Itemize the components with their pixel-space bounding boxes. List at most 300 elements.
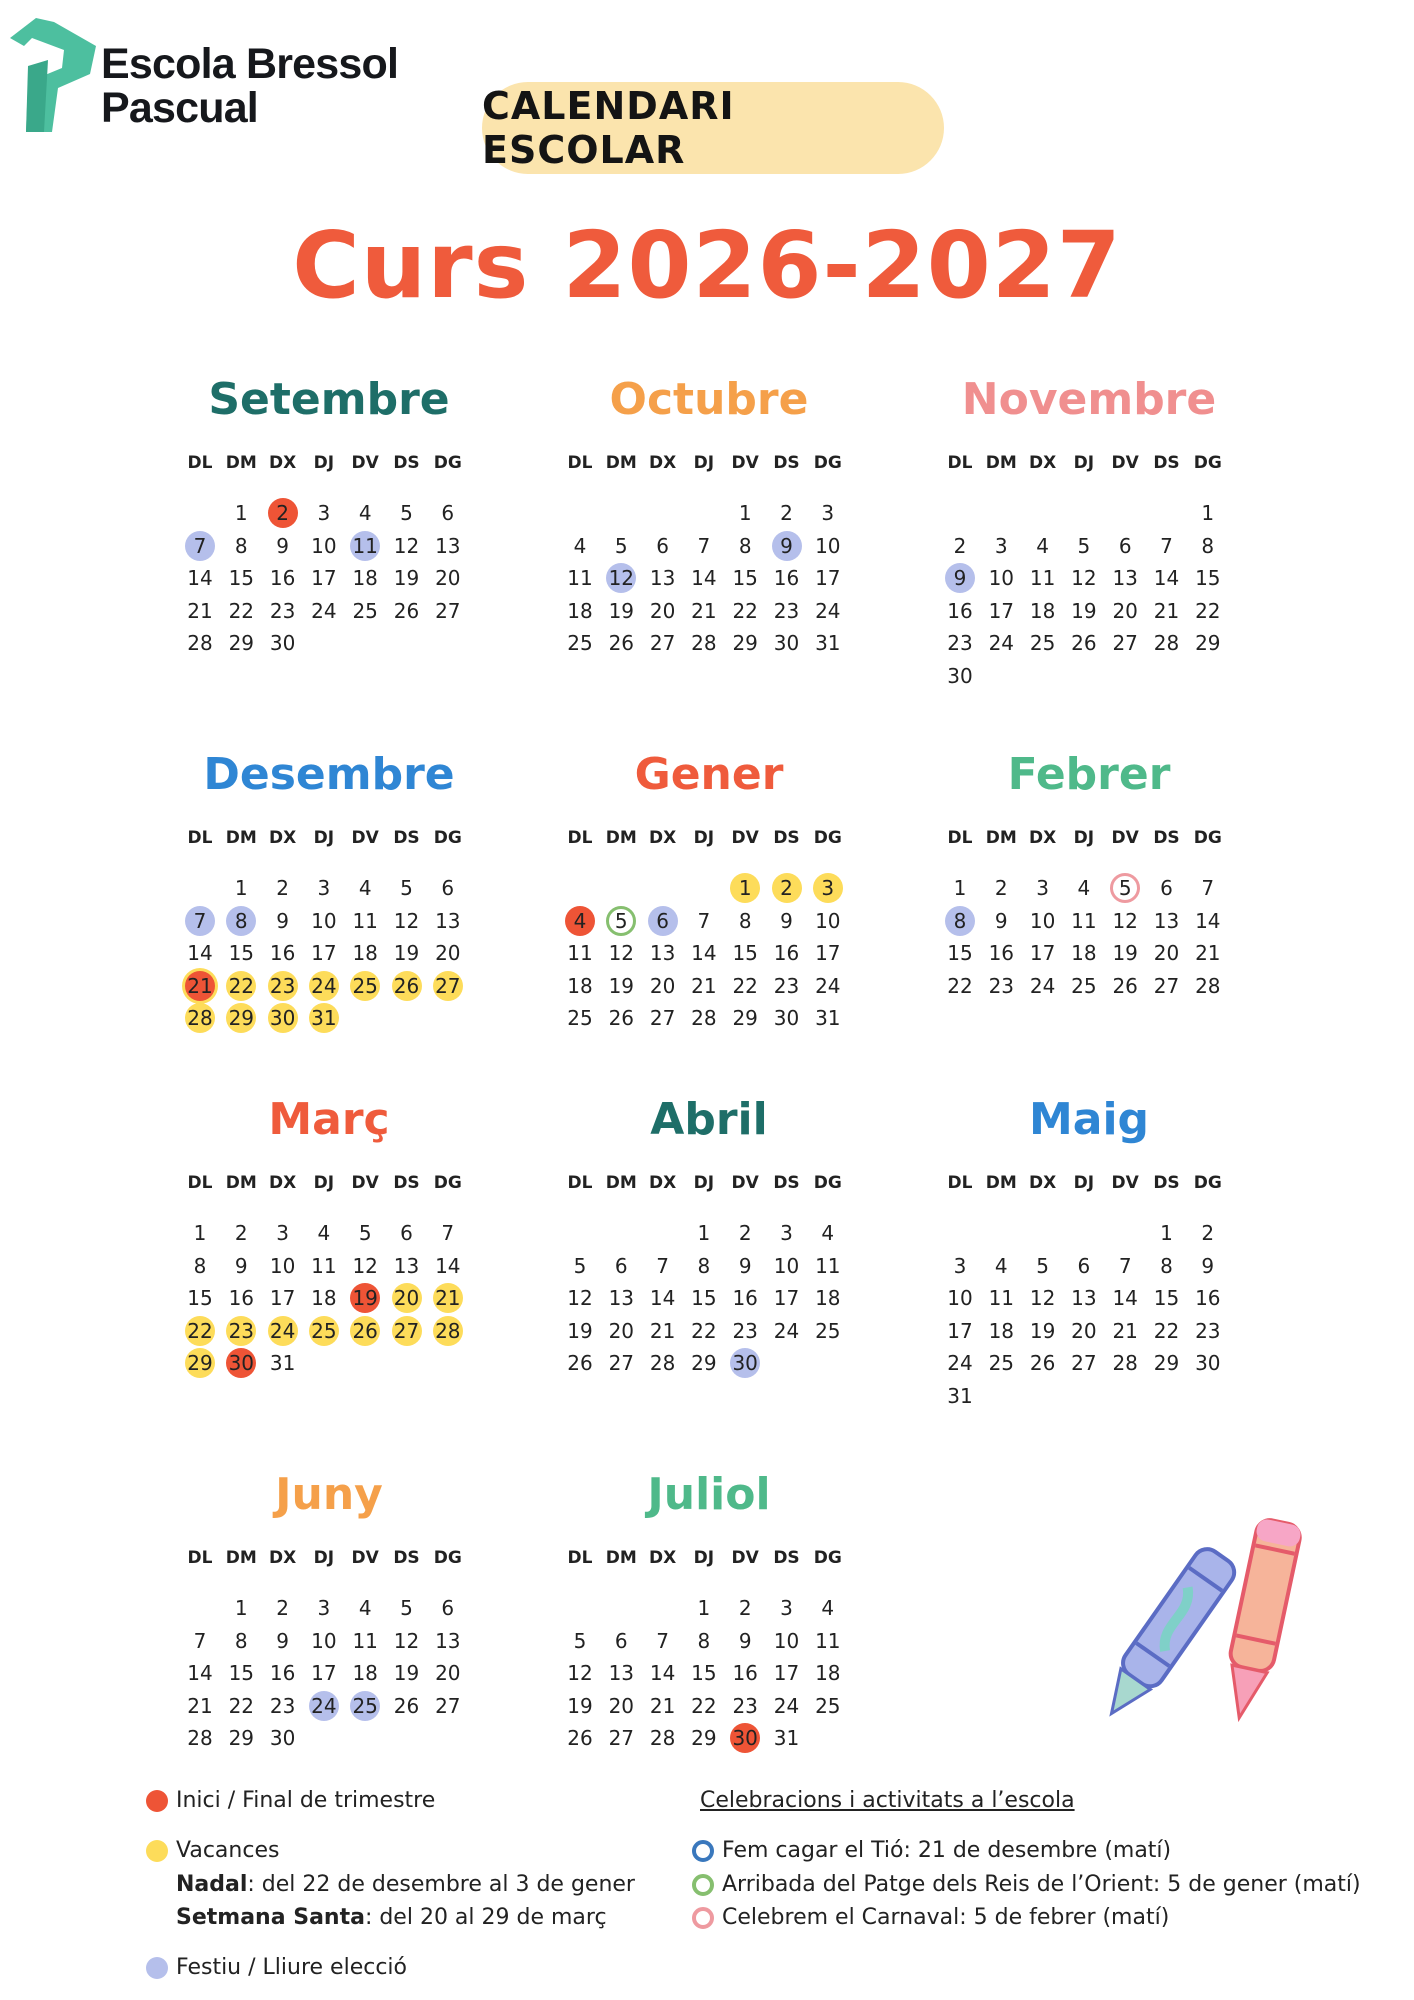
day-number: 26 — [567, 1726, 593, 1750]
day-number: 5 — [400, 876, 413, 900]
day-number: 22 — [732, 598, 758, 623]
day-number: 29 — [187, 1351, 213, 1375]
weekday-header: DV — [351, 828, 379, 848]
day-number: 6 — [1077, 1253, 1091, 1278]
day-number: 1 — [697, 1596, 711, 1620]
day-number: 30 — [732, 1726, 758, 1750]
day-number: 31 — [311, 1006, 337, 1030]
legend-festiu-label: Festiu / Lliure elecció — [176, 1955, 407, 1980]
day-number: 20 — [1112, 598, 1138, 623]
day-number: 12 — [393, 1628, 420, 1653]
day-number: 19 — [567, 1693, 593, 1718]
day-number: 22 — [228, 1693, 255, 1718]
day-number: 11 — [352, 908, 378, 933]
weekday-header: DG — [433, 1173, 462, 1193]
brand-name-line1: Escola Bressol — [101, 40, 399, 88]
day-number: 7 — [656, 1253, 669, 1278]
day-number: 20 — [1153, 941, 1180, 965]
day-number: 7 — [1160, 533, 1173, 558]
day-number: 18 — [815, 1286, 841, 1310]
day-number: 30 — [732, 1351, 758, 1375]
weekday-header: DV — [731, 1548, 759, 1568]
day-number: 23 — [773, 973, 800, 998]
weekday-header: DG — [433, 453, 462, 473]
day-number: 24 — [311, 1693, 337, 1718]
day-number: 4 — [994, 1253, 1008, 1278]
day-number: 8 — [234, 908, 248, 933]
day-number: 2 — [738, 1221, 752, 1245]
day-number: 15 — [691, 1661, 717, 1685]
day-number: 25 — [815, 1693, 841, 1718]
day-number: 19 — [393, 566, 420, 590]
day-number: 21 — [649, 1693, 676, 1718]
day-number: 7 — [193, 533, 207, 558]
day-number: 26 — [608, 1006, 635, 1030]
day-number: 6 — [400, 1221, 413, 1245]
day-number: 18 — [1029, 598, 1056, 623]
day-number: 12 — [567, 1661, 593, 1685]
day-number: 27 — [435, 1693, 461, 1718]
day-number: 13 — [608, 1286, 635, 1310]
weekday-header: DS — [773, 453, 800, 473]
day-number: 30 — [947, 663, 973, 688]
day-number: 12 — [608, 941, 635, 965]
day-number: 12 — [393, 533, 420, 558]
day-number: 28 — [187, 1726, 213, 1750]
weekday-header: DG — [433, 1548, 462, 1568]
day-number: 31 — [815, 1006, 841, 1030]
day-number: 9 — [780, 533, 793, 558]
day-number: 11 — [988, 1286, 1015, 1310]
day-number: 10 — [311, 533, 337, 558]
day-number: 15 — [228, 1661, 255, 1685]
day-number: 16 — [732, 1286, 758, 1310]
legend-festiu — [146, 1955, 407, 1980]
weekday-header: DJ — [693, 453, 715, 473]
day-number: 24 — [988, 631, 1015, 655]
pink-ring-icon — [692, 1907, 714, 1929]
weekday-header: DM — [985, 828, 1017, 848]
day-number: 10 — [988, 566, 1015, 590]
weekday-header: DL — [947, 828, 973, 848]
weekday-header: DS — [773, 828, 800, 848]
weekday-header: DJ — [1073, 1173, 1095, 1193]
day-number: 1 — [953, 876, 967, 900]
day-number: 8 — [738, 533, 752, 558]
day-number: 24 — [773, 1318, 800, 1343]
lavender-dot-icon — [146, 1957, 168, 1979]
day-number: 3 — [317, 876, 331, 900]
day-number: 17 — [1029, 941, 1056, 965]
blue-ring-icon — [692, 1840, 714, 1862]
day-number: 24 — [311, 598, 337, 623]
weekday-header: DX — [268, 828, 297, 848]
day-number: 23 — [988, 973, 1015, 998]
day-number: 3 — [953, 1253, 967, 1278]
month-name: Juny — [275, 1469, 383, 1520]
day-number: 10 — [1029, 908, 1056, 933]
day-number: 6 — [614, 1253, 628, 1278]
day-number: 18 — [815, 1661, 841, 1685]
day-number: 22 — [228, 973, 255, 998]
day-number: 28 — [435, 1318, 461, 1343]
day-number: 13 — [608, 1661, 635, 1685]
setmana-santa-label: Setmana Santa — [176, 1905, 365, 1930]
day-number: 11 — [1029, 566, 1056, 590]
day-number: 28 — [187, 631, 213, 655]
day-number: 4 — [358, 876, 372, 900]
weekday-header: DS — [393, 1173, 420, 1193]
weekday-header: DJ — [1073, 828, 1095, 848]
day-number: 24 — [947, 1351, 973, 1375]
day-number: 20 — [435, 941, 461, 965]
weekday-header: DS — [393, 1548, 420, 1568]
day-number: 2 — [1201, 1221, 1215, 1245]
weekday-header: DG — [813, 828, 842, 848]
day-number: 15 — [228, 941, 255, 965]
day-number: 29 — [1195, 631, 1221, 655]
day-number: 19 — [1071, 598, 1097, 623]
day-number: 21 — [187, 598, 213, 623]
day-number: 6 — [656, 533, 669, 558]
weekday-header: DG — [433, 828, 462, 848]
weekday-header: DL — [567, 1173, 593, 1193]
day-number: 12 — [608, 566, 635, 590]
day-number: 15 — [732, 941, 758, 965]
day-number: 28 — [649, 1726, 676, 1750]
month-name: Abril — [650, 1094, 768, 1145]
day-number: 4 — [1077, 876, 1091, 900]
weekday-header: DL — [187, 1173, 213, 1193]
day-number: 26 — [1071, 631, 1097, 655]
nadal-text: : del 22 de desembre al 3 de gener — [247, 1872, 635, 1897]
day-number: 14 — [187, 941, 213, 965]
day-number: 5 — [614, 533, 628, 558]
day-number: 29 — [228, 1006, 255, 1030]
day-number: 19 — [352, 1286, 378, 1310]
day-number: 6 — [1118, 533, 1132, 558]
day-number: 9 — [994, 908, 1008, 933]
day-number: 10 — [815, 533, 841, 558]
weekday-header: DV — [1111, 828, 1139, 848]
day-number: 8 — [193, 1253, 207, 1278]
weekday-header: DJ — [1073, 453, 1095, 473]
day-number: 3 — [821, 876, 835, 900]
day-number: 2 — [780, 876, 793, 900]
day-number: 9 — [1201, 1253, 1215, 1278]
day-number: 1 — [193, 1221, 207, 1245]
day-number: 8 — [697, 1628, 711, 1653]
day-number: 29 — [691, 1351, 717, 1375]
day-number: 10 — [815, 908, 841, 933]
day-number: 22 — [1153, 1318, 1180, 1343]
day-number: 27 — [435, 598, 461, 623]
day-number: 26 — [608, 631, 635, 655]
weekday-header: DS — [1153, 1173, 1180, 1193]
day-number: 14 — [187, 1661, 213, 1685]
day-number: 25 — [311, 1318, 337, 1343]
weekday-header: DG — [813, 1548, 842, 1568]
day-number: 16 — [269, 566, 296, 590]
weekday-header: DL — [947, 453, 973, 473]
month-name: Juliol — [647, 1469, 771, 1520]
day-number: 30 — [228, 1351, 255, 1375]
month-name: Setembre — [208, 374, 450, 425]
month-name: Novembre — [961, 374, 1217, 425]
day-number: 21 — [1112, 1318, 1138, 1343]
weekday-header: DS — [1153, 453, 1180, 473]
day-number: 3 — [317, 501, 331, 525]
weekday-header: DX — [648, 1173, 677, 1193]
day-number: 1 — [738, 501, 752, 525]
day-number: 25 — [567, 1006, 593, 1030]
day-number: 15 — [947, 941, 973, 965]
day-number: 17 — [311, 1661, 337, 1685]
weekday-header: DJ — [313, 828, 335, 848]
day-number: 13 — [649, 566, 676, 590]
day-number: 12 — [1029, 1286, 1056, 1310]
weekday-header: DX — [268, 1548, 297, 1568]
day-number: 21 — [691, 598, 717, 623]
day-number: 20 — [608, 1318, 635, 1343]
day-number: 16 — [773, 566, 800, 590]
weekday-header: DX — [1028, 1173, 1057, 1193]
day-number: 26 — [393, 1693, 420, 1718]
day-number: 1 — [1160, 1221, 1173, 1245]
weekday-header: DJ — [313, 1548, 335, 1568]
nadal-label: Nadal — [176, 1872, 248, 1897]
day-number: 23 — [732, 1318, 758, 1343]
weekday-header: DS — [773, 1173, 800, 1193]
weekday-header: DL — [567, 453, 593, 473]
weekday-header: DS — [393, 453, 420, 473]
day-number: 3 — [780, 1596, 793, 1620]
day-number: 4 — [573, 533, 587, 558]
day-number: 18 — [1071, 941, 1097, 965]
day-number: 5 — [400, 501, 413, 525]
month-name: Octubre — [609, 374, 809, 425]
day-number: 30 — [773, 1006, 800, 1030]
day-number: 24 — [311, 973, 337, 998]
day-number: 26 — [352, 1318, 378, 1343]
day-number: 19 — [1112, 941, 1138, 965]
day-number: 19 — [608, 598, 635, 623]
day-number: 27 — [393, 1318, 420, 1343]
day-number: 25 — [1029, 631, 1056, 655]
day-number: 29 — [1153, 1351, 1180, 1375]
weekday-header: DG — [1193, 453, 1222, 473]
day-number: 5 — [614, 908, 628, 933]
day-number: 1 — [738, 876, 752, 900]
day-number: 30 — [269, 1726, 296, 1750]
day-number: 27 — [1112, 631, 1138, 655]
day-number: 8 — [234, 1628, 248, 1653]
day-number: 20 — [608, 1693, 635, 1718]
day-number: 3 — [1036, 876, 1049, 900]
day-number: 19 — [567, 1318, 593, 1343]
legend-setmana-santa — [176, 1905, 607, 1930]
day-number: 20 — [435, 566, 461, 590]
weekday-header: DJ — [313, 453, 335, 473]
weekday-header: DX — [648, 453, 677, 473]
weekday-header: DM — [605, 453, 637, 473]
day-number: 2 — [738, 1596, 752, 1620]
day-number: 22 — [947, 973, 973, 998]
day-number: 17 — [311, 941, 337, 965]
day-number: 1 — [234, 501, 248, 525]
day-number: 17 — [988, 598, 1015, 623]
day-number: 4 — [573, 908, 587, 933]
day-number: 16 — [732, 1661, 758, 1685]
day-number: 1 — [234, 1596, 248, 1620]
day-number: 3 — [821, 501, 835, 525]
weekday-header: DG — [813, 1173, 842, 1193]
weekday-header: DV — [351, 1173, 379, 1193]
day-number: 7 — [193, 908, 207, 933]
day-number: 11 — [567, 566, 593, 590]
day-number: 6 — [614, 1628, 628, 1653]
day-number: 15 — [1153, 1286, 1180, 1310]
day-number: 7 — [193, 1628, 207, 1653]
day-number: 10 — [947, 1286, 973, 1310]
day-number: 13 — [649, 941, 676, 965]
day-number: 4 — [358, 1596, 372, 1620]
weekday-header: DX — [648, 828, 677, 848]
day-number: 25 — [815, 1318, 841, 1343]
day-number: 26 — [393, 973, 420, 998]
day-number: 11 — [352, 533, 378, 558]
day-number: 20 — [649, 973, 676, 998]
legend-nadal — [176, 1872, 635, 1897]
day-number: 26 — [567, 1351, 593, 1375]
day-number: 19 — [608, 973, 635, 998]
day-number: 23 — [269, 1693, 296, 1718]
day-number: 18 — [988, 1318, 1015, 1343]
day-number: 2 — [994, 876, 1008, 900]
day-number: 23 — [228, 1318, 255, 1343]
day-number: 22 — [691, 1318, 717, 1343]
day-number: 7 — [1118, 1253, 1132, 1278]
legend-patge-label: Arribada del Patge dels Reis de l’Orient: 5 de gener (matí) — [722, 1872, 1361, 1897]
weekday-header: DL — [187, 828, 213, 848]
weekday-header: DM — [985, 1173, 1017, 1193]
day-number: 23 — [269, 973, 296, 998]
weekday-header: DV — [731, 828, 759, 848]
green-ring-icon — [692, 1874, 714, 1896]
day-number: 25 — [988, 1351, 1015, 1375]
day-number: 25 — [352, 973, 378, 998]
day-number: 13 — [435, 908, 461, 933]
day-number: 16 — [947, 598, 973, 623]
day-number: 12 — [1112, 908, 1138, 933]
day-number: 4 — [821, 1221, 835, 1245]
day-number: 6 — [441, 1596, 455, 1620]
day-number: 6 — [1160, 876, 1173, 900]
day-number: 8 — [697, 1253, 711, 1278]
day-number: 11 — [352, 1628, 378, 1653]
weekday-header: DL — [187, 453, 213, 473]
day-number: 12 — [393, 908, 420, 933]
weekday-header: DL — [947, 1173, 973, 1193]
day-number: 18 — [311, 1286, 337, 1310]
day-number: 14 — [1195, 908, 1221, 933]
day-number: 28 — [691, 1006, 717, 1030]
day-number: 7 — [1201, 876, 1215, 900]
day-number: 14 — [691, 941, 717, 965]
weekday-header: DG — [1193, 1173, 1222, 1193]
weekday-header: DV — [351, 453, 379, 473]
day-number: 29 — [228, 1726, 255, 1750]
day-number: 17 — [815, 566, 841, 590]
day-number: 28 — [691, 631, 717, 655]
weekday-header: DM — [225, 1548, 257, 1568]
month-name: Febrer — [1007, 749, 1171, 800]
day-number: 17 — [947, 1318, 973, 1343]
weekday-header: DV — [731, 453, 759, 473]
legend-tio-label: Fem cagar el Tió: 21 de desembre (matí) — [722, 1838, 1172, 1863]
day-number: 14 — [1112, 1286, 1138, 1310]
day-number: 29 — [228, 631, 255, 655]
day-number: 17 — [773, 1661, 800, 1685]
day-number: 10 — [773, 1253, 800, 1278]
day-number: 21 — [187, 1693, 213, 1718]
day-number: 31 — [773, 1726, 800, 1750]
day-number: 24 — [815, 598, 841, 623]
day-number: 2 — [276, 501, 289, 525]
day-number: 9 — [276, 1628, 289, 1653]
day-number: 18 — [352, 1661, 378, 1685]
day-number: 16 — [269, 941, 296, 965]
day-number: 8 — [738, 908, 752, 933]
day-number: 1 — [1201, 501, 1215, 525]
day-number: 4 — [358, 501, 372, 525]
day-number: 13 — [435, 1628, 461, 1653]
weekday-header: DM — [605, 1173, 637, 1193]
day-number: 22 — [187, 1318, 213, 1343]
day-number: 24 — [773, 1693, 800, 1718]
day-number: 23 — [773, 598, 800, 623]
weekday-header: DV — [1111, 1173, 1139, 1193]
day-number: 8 — [234, 533, 248, 558]
day-number: 29 — [691, 1726, 717, 1750]
day-number: 26 — [393, 598, 420, 623]
day-number: 7 — [441, 1221, 455, 1245]
day-number: 14 — [1153, 566, 1180, 590]
day-number: 30 — [269, 631, 296, 655]
day-number: 16 — [228, 1286, 255, 1310]
day-number: 8 — [1201, 533, 1215, 558]
day-number: 18 — [352, 566, 378, 590]
legend-patge — [692, 1872, 1361, 1897]
day-number: 11 — [311, 1253, 337, 1278]
day-number: 1 — [234, 876, 248, 900]
day-number: 6 — [441, 876, 455, 900]
day-number: 30 — [773, 631, 800, 655]
weekday-header: DX — [268, 1173, 297, 1193]
day-number: 4 — [821, 1596, 835, 1620]
day-number: 12 — [352, 1253, 378, 1278]
weekday-header: DM — [225, 453, 257, 473]
day-number: 5 — [1036, 1253, 1049, 1278]
day-number: 5 — [400, 1596, 413, 1620]
day-number: 31 — [815, 631, 841, 655]
day-number: 4 — [1036, 533, 1049, 558]
day-number: 15 — [228, 566, 255, 590]
day-number: 28 — [649, 1351, 676, 1375]
day-number: 11 — [815, 1628, 841, 1653]
weekday-header: DJ — [693, 1173, 715, 1193]
day-number: 19 — [393, 941, 420, 965]
